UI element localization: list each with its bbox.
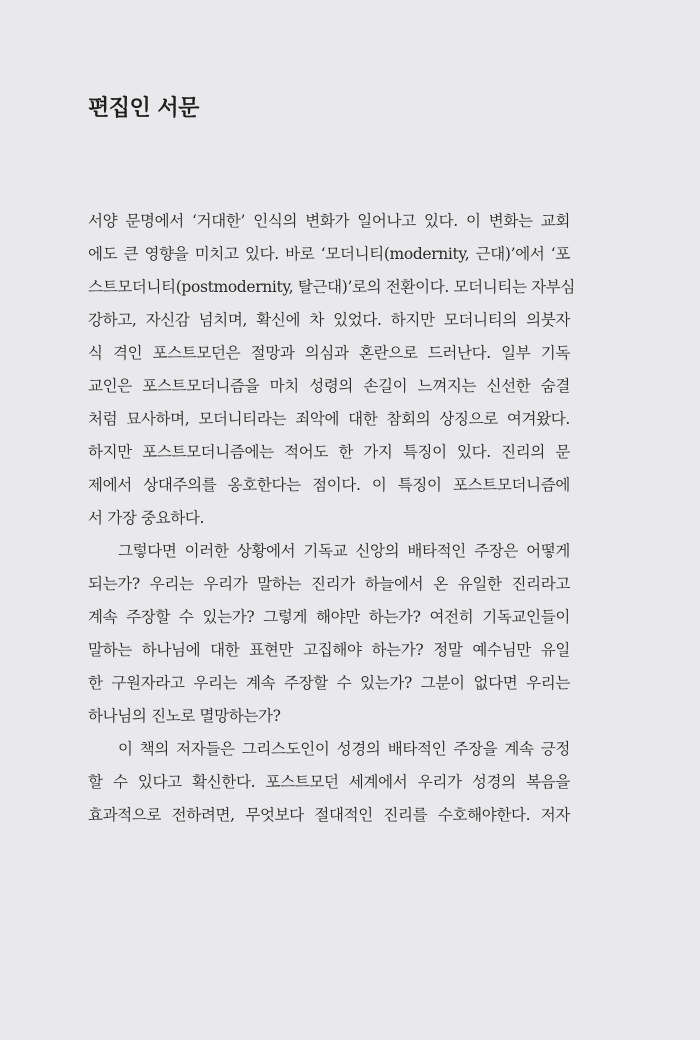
text-line: 강하고, 자신감 넘치며, 확신에 차 있었다. 하지만 모더니티의 의붓자 [88, 311, 570, 329]
body-text [88, 205, 576, 832]
text-line: 말하는 하나님에 대한 표현만 고집해야 하는가? 정말 예수님만 유일 [88, 641, 570, 659]
text-line: 교인은 포스트모더니즘을 마치 성령의 손길이 느껴지는 신선한 숨결 [88, 377, 570, 395]
text-line: 할 수 있다고 확신한다. 포스트모던 세계에서 우리가 성경의 복음을 [88, 773, 570, 791]
text-line: 되는가? 우리는 우리가 말하는 진리가 하늘에서 온 유일한 진리라고 [88, 575, 570, 593]
text-line: 그렇다면 이러한 상황에서 기독교 신앙의 배타적인 주장은 어떻게 [118, 542, 570, 560]
text-line: 제에서 상대주의를 옹호한다는 점이다. 이 특징이 포스트모더니즘에 [88, 476, 570, 494]
text-line: 이 책의 저자들은 그리스도인이 성경의 배타적인 주장을 계속 긍정 [118, 740, 570, 758]
text-line: 에도 큰 영향을 미치고 있다. 바로 ‘모더니티(modernity, 근대)’에서 ‘포 [88, 245, 570, 263]
text-line: 하나님의 진노로 멸망하는가? [88, 707, 281, 725]
text-line: 서 가장 중요하다. [88, 509, 205, 527]
text-line: 계속 주장할 수 있는가? 그렇게 해야만 하는가? 여전히 기독교인들이 [88, 608, 570, 626]
page-title: 편집인 서문 [88, 96, 199, 121]
text-line: 한 구원자라고 우리는 계속 주장할 수 있는가? 그분이 없다면 우리는 [88, 674, 570, 692]
text-line: 하지만 포스트모더니즘에는 적어도 한 가지 특징이 있다. 진리의 문 [88, 443, 570, 461]
text-line: 서양 문명에서 ‘거대한’ 인식의 변화가 일어나고 있다. 이 변화는 교회 [88, 212, 570, 230]
text-line: 스트모더니티(postmodernity, 탈근대)’로의 전환이다. 모더니티는 자부심 [88, 278, 576, 296]
text-line: 처럼 묘사하며, 모더니티라는 죄악에 대한 참회의 상징으로 여겨왔다. [88, 410, 570, 428]
text-line: 식 격인 포스트모던은 절망과 의심과 혼란으로 드러난다. 일부 기독 [88, 344, 570, 362]
text-line: 효과적으로 전하려면, 무엇보다 절대적인 진리를 수호해야한다. 저자 [88, 806, 570, 824]
